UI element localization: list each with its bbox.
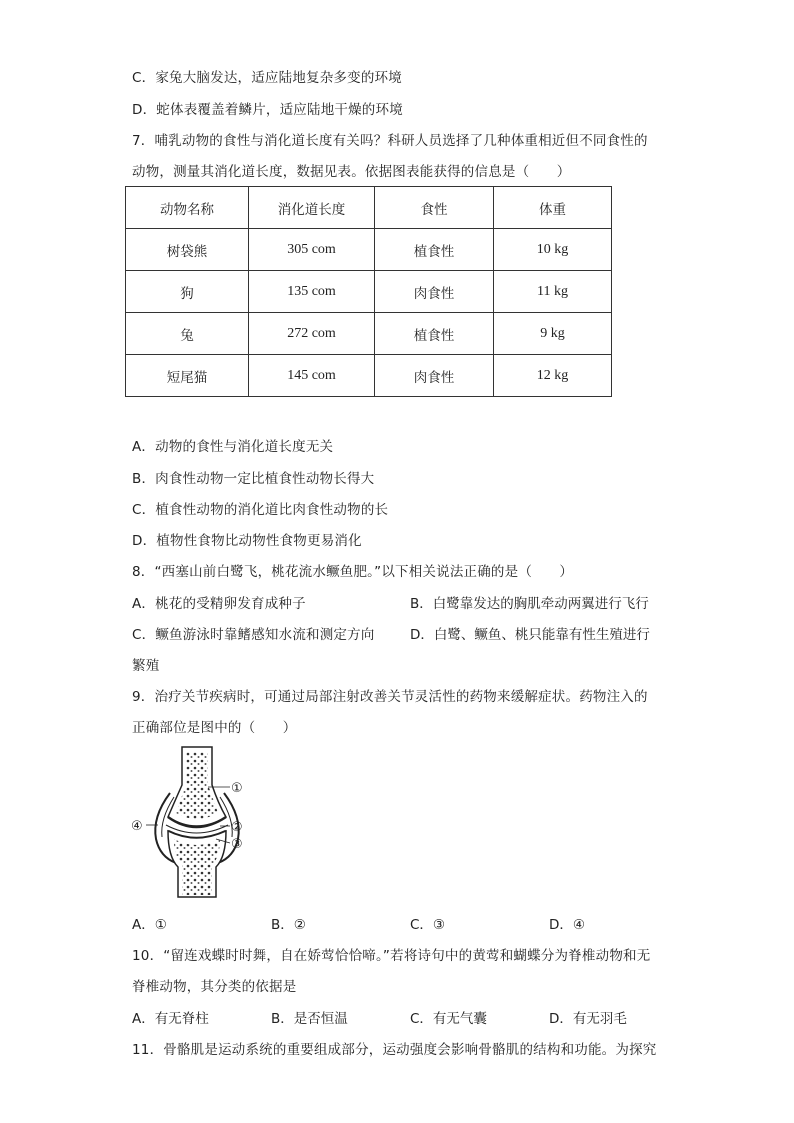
q9-option-c: C．③ <box>410 917 446 933</box>
table-row <box>126 229 612 271</box>
table-cell: 树袋熊 <box>126 229 249 271</box>
table-cell: 狗 <box>126 271 249 313</box>
q10-option-a: A．有无脊柱 <box>132 1011 209 1027</box>
table-cell: 12 kg <box>494 355 612 397</box>
q8-stem: 8．“西塞山前白鹭飞，桃花流水鳜鱼肥。”以下相关说法正确的是（ ） <box>132 564 574 580</box>
q8-option-b: B．白鹭靠发达的胸肌牵动两翼进行飞行 <box>410 596 649 612</box>
q7-stem-line1: 7．哺乳动物的食性与消化道长度有关吗？科研人员选择了几种体重相近但不同食性的 <box>132 133 648 149</box>
q8-option-d: D．白鹭、鳜鱼、桃只能靠有性生殖进行 <box>410 627 650 643</box>
table-cell: 10 kg <box>494 229 612 271</box>
diagram-label-2: ② <box>231 820 243 835</box>
q6-option-d: D．蛇体表覆盖着鳞片，适应陆地干燥的环境 <box>132 102 403 118</box>
q10-stem-line2: 脊椎动物，其分类的依据是 <box>132 979 297 995</box>
diagram-label-1: ① <box>231 781 243 796</box>
q6-option-c: C．家兔大脑发达，适应陆地复杂多变的环境 <box>132 70 402 86</box>
q8-option-c: C．鳜鱼游泳时靠鳍感知水流和测定方向 <box>132 627 375 643</box>
q10-option-d: D．有无羽毛 <box>549 1011 627 1027</box>
diagram-label-3: ③ <box>231 837 243 852</box>
q10-option-c: C．有无气囊 <box>410 1011 487 1027</box>
diagram-label-4: ④ <box>131 819 143 834</box>
q9-option-d: D．④ <box>549 917 585 933</box>
table-header-cell: 食性 <box>375 187 494 229</box>
q9-option-b: B．② <box>271 917 306 933</box>
q7-option-c: C．植食性动物的消化道比肉食性动物的长 <box>132 502 389 518</box>
table-row <box>126 355 612 397</box>
table-cell: 兔 <box>126 313 249 355</box>
q7-option-d: D．植物性食物比动物性食物更易消化 <box>132 533 362 549</box>
table-cell: 11 kg <box>494 271 612 313</box>
q7-option-b: B．肉食性动物一定比植食性动物长得大 <box>132 471 375 487</box>
table-cell: 135 com <box>249 271 375 313</box>
table-cell: 肉食性 <box>375 355 494 397</box>
q9-option-a: A．① <box>132 917 167 933</box>
table-cell: 9 kg <box>494 313 612 355</box>
table-header-cell: 动物名称 <box>126 187 249 229</box>
table-cell: 肉食性 <box>375 271 494 313</box>
table-cell: 植食性 <box>375 229 494 271</box>
q9-stem-line2: 正确部位是图中的（ ） <box>132 720 297 736</box>
table-header-cell: 消化道长度 <box>249 187 375 229</box>
q10-stem-line1: 10．“留连戏蝶时时舞，自在娇莺恰恰啼。”若将诗句中的黄莺和蝴蝶分为脊椎动物和无 <box>132 948 651 964</box>
table-header-row <box>126 187 612 229</box>
table-cell: 145 com <box>249 355 375 397</box>
q9-stem-line1: 9．治疗关节疾病时，可通过局部注射改善关节灵活性的药物来缓解症状。药物注入的 <box>132 689 648 705</box>
table-row <box>126 271 612 313</box>
q8-option-a: A．桃花的受精卵发育成种子 <box>132 596 306 612</box>
table-cell: 短尾猫 <box>126 355 249 397</box>
q7-option-a: A．动物的食性与消化道长度无关 <box>132 439 334 455</box>
table-row <box>126 313 612 355</box>
knee-joint-diagram <box>130 745 260 904</box>
table-cell: 植食性 <box>375 313 494 355</box>
q8-option-d-continued: 繁殖 <box>132 658 160 674</box>
q10-option-b: B．是否恒温 <box>271 1011 348 1027</box>
table-cell: 305 com <box>249 229 375 271</box>
q11-stem-line1: 11．骨骼肌是运动系统的重要组成部分，运动强度会影响骨骼肌的结构和功能。为探究 <box>132 1042 657 1058</box>
q7-data-table <box>125 186 612 397</box>
table-header-cell: 体重 <box>494 187 612 229</box>
q7-stem-line2: 动物，测量其消化道长度，数据见表。依据图表能获得的信息是（ ） <box>132 164 571 180</box>
table-cell: 272 com <box>249 313 375 355</box>
